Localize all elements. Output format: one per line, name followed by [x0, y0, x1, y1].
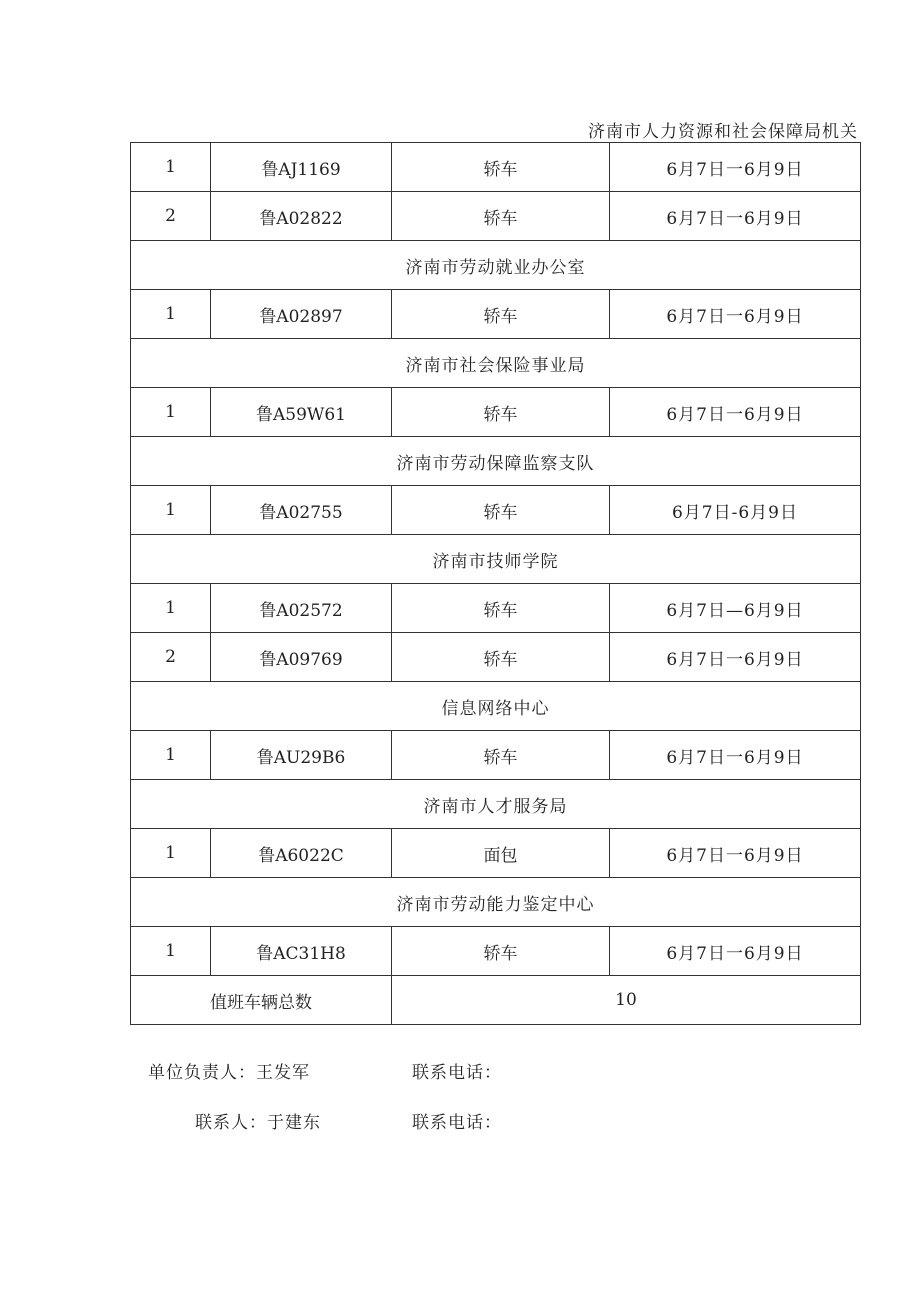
duty-dates: 6月7日—6月9日 [610, 584, 861, 633]
vehicle-row [131, 633, 861, 682]
vehicle-row [131, 388, 861, 437]
duty-dates: 6月7日一6月9日 [610, 143, 861, 192]
plate-number: 鲁A02897 [211, 290, 392, 339]
contact-phone-label: 联系电话： [412, 1063, 502, 1083]
section-title: 济南市社会保险事业局 [131, 339, 861, 388]
vehicle-row [131, 486, 861, 535]
total-row [131, 976, 861, 1025]
vehicle-type: 轿车 [392, 143, 610, 192]
plate-number: 鲁A6022C [211, 829, 392, 878]
total-label: 值班车辆总数 [131, 976, 392, 1025]
vehicle-type: 轿车 [392, 633, 610, 682]
plate-number: 鲁AC31H8 [211, 927, 392, 976]
plate-number: 鲁AU29B6 [211, 731, 392, 780]
plate-number: 鲁A59W61 [211, 388, 392, 437]
duty-dates: 6月7日一6月9日 [610, 388, 861, 437]
row-number: 1 [131, 731, 211, 780]
vehicle-type: 轿车 [392, 927, 610, 976]
vehicle-type: 面包 [392, 829, 610, 878]
section-row [131, 339, 861, 388]
duty-dates: 6月7日一6月9日 [610, 829, 861, 878]
row-number: 1 [131, 584, 211, 633]
section-row [131, 241, 861, 290]
duty-dates: 6月7日一6月9日 [610, 192, 861, 241]
row-number: 1 [131, 388, 211, 437]
plate-number: 鲁AJ1169 [211, 143, 392, 192]
row-number: 1 [131, 143, 211, 192]
vehicle-row [131, 731, 861, 780]
vehicle-type: 轿车 [392, 290, 610, 339]
vehicle-type: 轿车 [392, 731, 610, 780]
vehicle-row [131, 584, 861, 633]
section-title: 济南市人才服务局 [131, 780, 861, 829]
row-number: 1 [131, 486, 211, 535]
duty-dates: 6月7日一6月9日 [610, 927, 861, 976]
vehicle-row [131, 143, 861, 192]
plate-number: 鲁A02755 [211, 486, 392, 535]
org-heading: 济南市人力资源和社会保障局机关 [588, 122, 858, 142]
plate-number: 鲁A02822 [211, 192, 392, 241]
duty-dates: 6月7日一6月9日 [610, 633, 861, 682]
vehicle-row [131, 192, 861, 241]
vehicle-row [131, 290, 861, 339]
section-row [131, 780, 861, 829]
section-title: 信息网络中心 [131, 682, 861, 731]
unit-leader: 单位负责人：王发军 [148, 1063, 310, 1083]
section-row [131, 535, 861, 584]
vehicle-row [131, 829, 861, 878]
section-row [131, 437, 861, 486]
vehicle-type: 轿车 [392, 192, 610, 241]
row-number: 2 [131, 192, 211, 241]
section-title: 济南市劳动保障监察支队 [131, 437, 861, 486]
row-number: 1 [131, 829, 211, 878]
section-title: 济南市劳动就业办公室 [131, 241, 861, 290]
duty-dates: 6月7日-6月9日 [610, 486, 861, 535]
vehicle-type: 轿车 [392, 388, 610, 437]
duty-dates: 6月7日一6月9日 [610, 290, 861, 339]
section-title: 济南市劳动能力鉴定中心 [131, 878, 861, 927]
duty-vehicle-table [130, 142, 861, 1025]
vehicle-row [131, 927, 861, 976]
section-title: 济南市技师学院 [131, 535, 861, 584]
vehicle-type: 轿车 [392, 584, 610, 633]
row-number: 2 [131, 633, 211, 682]
contact-phone-label-2: 联系电话： [412, 1113, 502, 1133]
plate-number: 鲁A02572 [211, 584, 392, 633]
total-value: 10 [392, 976, 861, 1025]
plate-number: 鲁A09769 [211, 633, 392, 682]
duty-dates: 6月7日一6月9日 [610, 731, 861, 780]
row-number: 1 [131, 927, 211, 976]
section-row [131, 878, 861, 927]
vehicle-type: 轿车 [392, 486, 610, 535]
section-row [131, 682, 861, 731]
contact-person: 联系人：于建东 [195, 1113, 321, 1133]
row-number: 1 [131, 290, 211, 339]
